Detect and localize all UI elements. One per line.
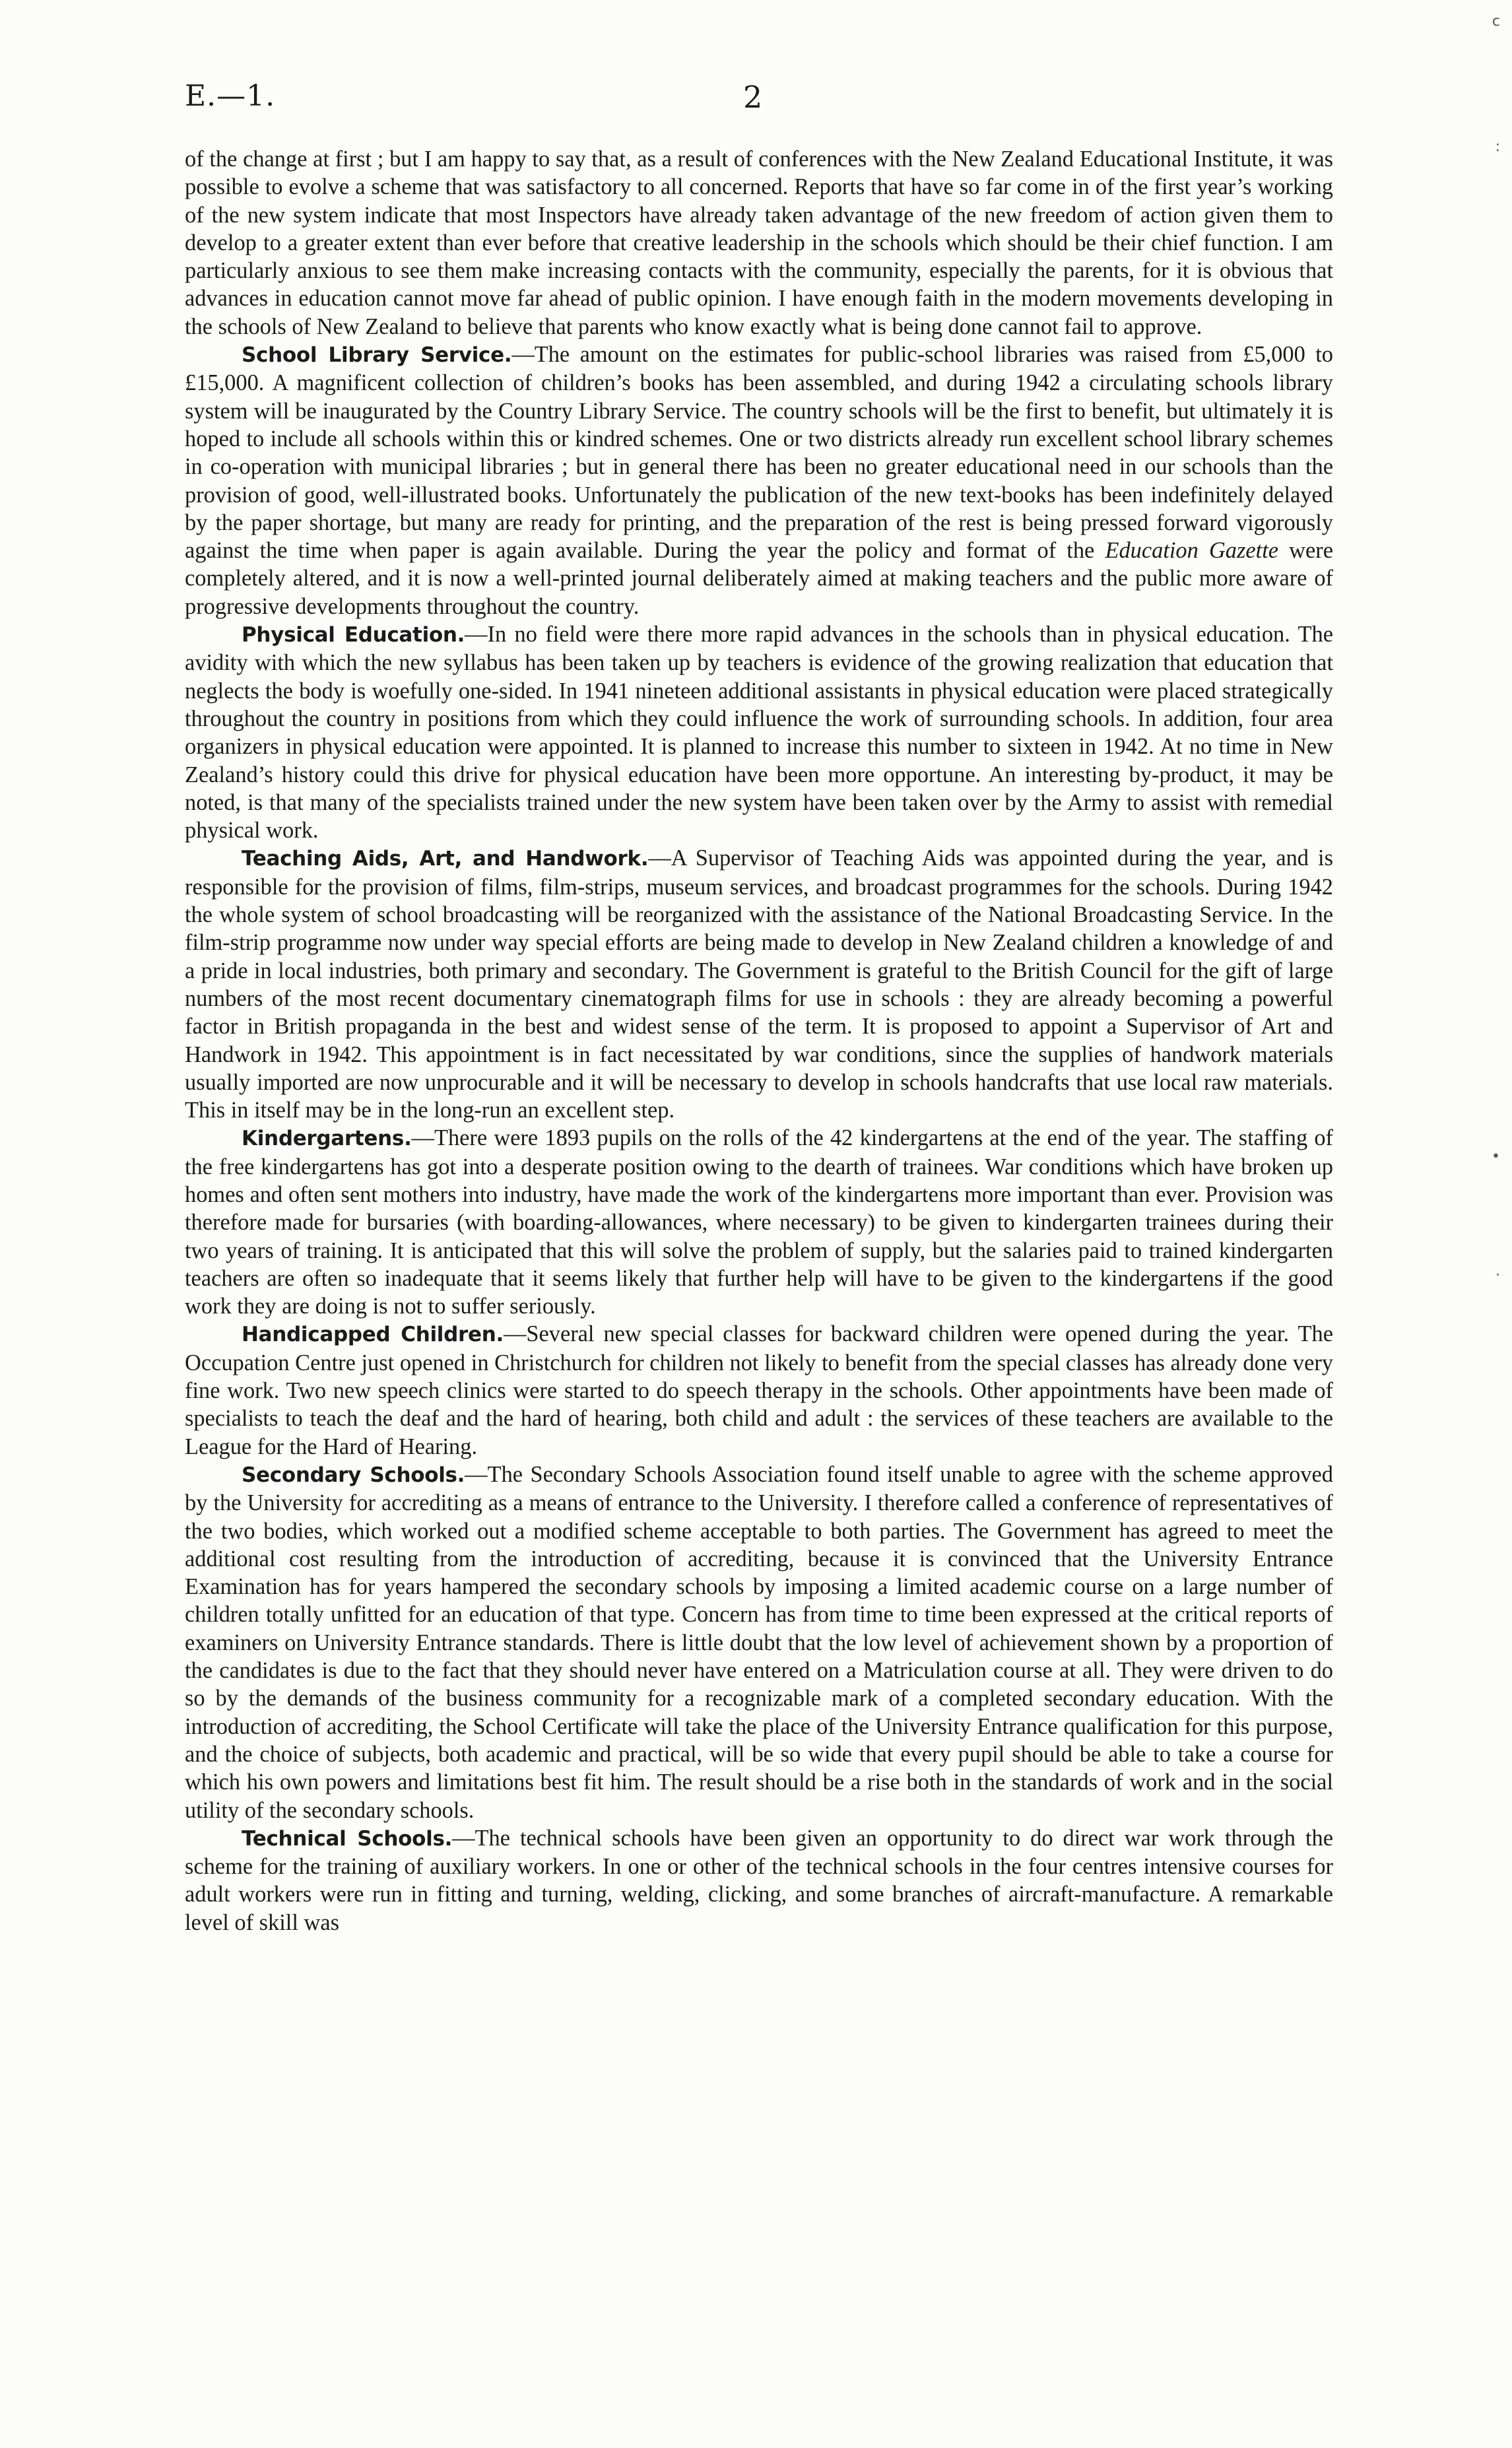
section-heading: Teaching Aids, Art, and Handwork. xyxy=(242,847,649,871)
paragraph-text: —There were 1893 pupils on the rolls of the 42 kindergartens at the end of the year. The staffing of the free kindergartens has got into a desperate position owing to the dearth of trainees. War conditions which have broken up homes and often sent mothers into industry, have made the work of the kindergartens more important than ever. Provision was therefore made for bursaries (with boarding-allowances, where necessary) to be given to kindergarten trainees during their two years of training. It is anticipated that this will solve the problem of supply, but the salaries paid to trained kindergarten teachers are often so inadequate that it seems likely that further help will have to be given to the kindergartens if the good work they are doing is not to suffer seriously. xyxy=(185,1125,1333,1319)
section-handicapped-children xyxy=(185,1320,1333,1460)
paragraph-text: —The Secondary Schools Association found itself unable to agree with the scheme approved by the University for accrediting as a means of entrance to the University. I therefore called a conference of representatives of the two bodies, which worked out a modified scheme acceptable to both parties. The Government has agreed to meet the additional cost resulting from the introduction of accrediting, because it is convinced that the University Entrance Examination has for years hampered the secondary schools by imposing a limited academic course on a large number of children totally unfitted for an education of that type. Concern has from time to time been expressed at the critical reports of examiners on University Entrance standards. There is little doubt that the low level of achievement shown by a proportion of the candidates is due to the fact that they should never have entered on a Matriculation course at all. They were driven to do so by the demands of the business community for a recognizable mark of a completed secondary education. With the introduction of accrediting, the School Certificate will take the place of the University Entrance qualification for this purpose, and the choice of subjects, both academic and practical, will be so wide that every pupil should be able to take a course for which his own powers and limitations best fit him. The result should be a rise both in the standards of work and in the social utility of the secondary schools. xyxy=(185,1461,1333,1823)
section-heading: Kindergartens. xyxy=(242,1127,412,1151)
section-heading: Technical Schools. xyxy=(242,1826,453,1851)
margin-mark: • xyxy=(1492,1148,1500,1165)
paragraph-text: —Several new special classes for backward children were opened during the year. The Occupation Centre just opened in Christchurch for children not likely to benefit from the special classes has already done very fine work. Two new speech clinics were started to do speech therapy in the schools. Other appointments have been made of specialists to teach the deaf and the hard of hearing, both child and adult : the services of these teachers are available to the League for the Hard of Hearing. xyxy=(185,1321,1333,1459)
margin-mark: : xyxy=(1495,139,1500,155)
publication-title: Education Gazette xyxy=(1105,538,1279,564)
document-code: E.—1. xyxy=(185,79,276,113)
section-heading: School Library Service. xyxy=(242,343,512,368)
paragraph-text-continued: were completely altered, and it is now a well-printed journal deliberately aimed at making teachers and the public more aware of progressive developments throughout the country. xyxy=(185,538,1333,619)
page-header xyxy=(185,79,1333,132)
section-technical-schools xyxy=(185,1824,1333,1936)
paragraph-text: —The technical schools have been given an opportunity to do direct war work through the scheme for the training of auxiliary workers. In one or other of the technical schools in the four centres intensive courses for adult workers were run in fitting and turning, welding, clicking, and some branches of aircraft-manufacture. A remarkable level of skill was xyxy=(185,1825,1333,1935)
paragraph-text: —The amount on the estimates for public-school libraries was raised from £5,000 to £15,000. A magnificent collection of children’s books has been assembled, and during 1942 a circulating schools library system will be inaugurated by the Country Library Service. The country schools will be the first to benefit, but ultimately it is hoped to include all schools within this or kindred schemes. One or two districts already run excellent school library schemes in co-operation with municipal libraries ; but in general there has been no greater educational need in our schools than the provision of good, well-illustrated books. Unfortunately the publication of the new text-books has been indefinitely delayed by the paper shortage, but many are ready for printing, and the preparation of the rest is being pressed forward vigorously against the time when paper is again available. During the year the policy and format of the xyxy=(185,342,1333,564)
section-teaching-aids xyxy=(185,844,1333,1124)
section-physical-education xyxy=(185,620,1333,844)
body-text xyxy=(185,145,1333,1936)
section-heading: Handicapped Children. xyxy=(242,1323,504,1347)
margin-mark: c xyxy=(1492,13,1500,30)
paragraph-text: —A Supervisor of Teaching Aids was appointed during the year, and is responsible for the provision of films, film-strips, museum services, and broadcast programmes for the schools. During 1942 the whole system of school broadcasting will be reorganized with the assistance of the National Broadcasting Service. In the film-strip programme now under way special efforts are being made to develop in New Zealand children a knowledge of and a pride in local industries, both primary and secondary. The Government is grateful to the British Council for the gift of large numbers of the most recent documentary cinematograph films for use in schools : they are already becoming a powerful factor in British propaganda in the best and widest sense of the term. It is proposed to appoint a Supervisor of Art and Handwork in 1942. This appointment is in fact necessitated by war conditions, since the supplies of handwork materials usually imported are now unprocurable and it will be necessary to develop in schools handcrafts that use local raw materials. This in itself may be in the long-run an excellent step. xyxy=(185,845,1333,1123)
document-page xyxy=(185,79,1333,1936)
paragraph-continued xyxy=(185,145,1333,341)
section-heading: Secondary Schools. xyxy=(242,1463,465,1487)
paragraph-text: of the change at first ; but I am happy to say that, as a result of conferences with the New Zealand Educational Institute, it was possible to evolve a scheme that was satisfactory to all concerned. Reports that have so far come in of the first year’s working of the new system indicate that most Inspectors have already taken advantage of the new freedom of action given them to develop to a greater extent than ever before that creative leadership in the schools which should be their chief function. I am particularly anxious to see them make increasing contacts with the community, especially the parents, for it is obvious that advances in education cannot move far ahead of public opinion. I have enough faith in the modern movements developing in the schools of New Zealand to believe that parents who know exactly what is being done cannot fail to approve. xyxy=(185,147,1333,339)
page-number: 2 xyxy=(743,79,763,115)
paragraph-text: —In no field were there more rapid advances in the schools than in physical education. The avidity with which the new syllabus has been taken up by teachers is evidence of the growing realization that education that neglects the body is woefully one-sided. In 1941 nineteen additional assistants in physical education were placed strategically throughout the country in positions from which they could influence the work of surrounding schools. In addition, four area organizers in physical education were appointed. It is planned to increase this number to sixteen in 1942. At no time in New Zealand’s history could this drive for physical education have been more opportune. An interesting by-product, it may be noted, is that many of the specialists trained under the new system have been taken over by the Army to assist with remedial physical work. xyxy=(185,622,1333,844)
section-kindergartens xyxy=(185,1124,1333,1320)
section-school-library-service xyxy=(185,341,1333,620)
section-heading: Physical Education. xyxy=(242,623,465,647)
section-secondary-schools xyxy=(185,1461,1333,1824)
margin-mark: · xyxy=(1496,1267,1500,1284)
